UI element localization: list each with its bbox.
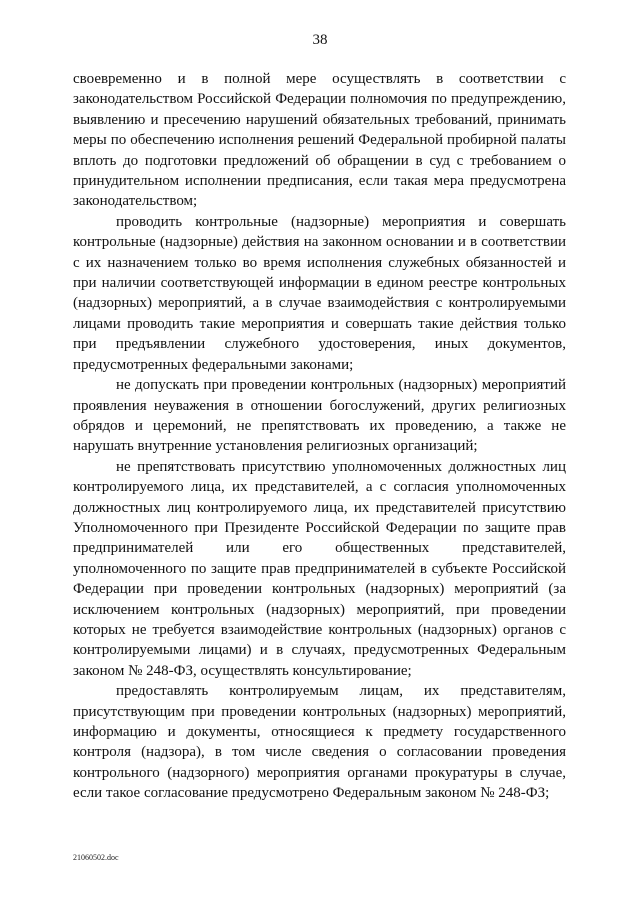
page-number: 38 xyxy=(312,32,328,48)
paragraph: своевременно и в полной мере осуществлять в соответствии с законодательством Российской Федерации полномочия по предупреждению, выявлению и пресечению нарушений обязательных требований, принимать меры по обеспечению исполнения решений Федеральной пробирной палаты вплоть до подготовки предложений об обращении в суд с требованием о принудительном исполнении предписания, если такая мера предусмотрена законодательством; xyxy=(73,71,566,210)
paragraph: не допускать при проведении контрольных (надзорных) мероприятий проявления неуважения в отношении богослужений, других религиозных обрядов и церемоний, не препятствовать их проведению, а также не нарушать внутренние установления религиозных организаций; xyxy=(73,377,566,455)
paragraph: не препятствовать присутствию уполномоченных должностных лиц контролируемого лица, их представителей, а с согласия уполномоченных должностных лиц контролируемого лица, их представителей присутствию Уполномоченного при Президенте Российской Федерации по защите прав предпринимателей или его общественных представителей, уполномоченного по защите прав предпринимателей в субъекте Российской Федерации при проведении контрольных (надзорных) мероприятий (за исключением контрольных (надзорных) мероприятий, при проведении которых не требуется взаимодействие контрольных (надзорных) органов с контролируемыми лицами) и в случаях, предусмотренных Федеральным законом № 248-ФЗ, осуществлять консультирование; xyxy=(73,458,566,679)
paragraph: предоставлять контролируемым лицам, их представителям, присутствующим при проведении контрольных (надзорных) мероприятий, информацию и документы, относящиеся к предмету государственного контроля (надзора), в том числе сведения о согласовании проведения контрольного (надзорного) мероприятия органами прокуратуры в случае, если такое согласование предусмотрено Федеральным законом № 248-ФЗ; xyxy=(73,683,566,802)
paragraph: проводить контрольные (надзорные) мероприятия и совершать контрольные (надзорные) действия на законном основании и в соответствии с их назначением только во время исполнения служебных обязанностей и при наличии соответствующей информации в едином реестре контрольных (надзорных) мероприятий, а в случае взаимодействия с контролируемыми лицами проводить такие мероприятия и совершать такие действия только при предъявлении служебного удостоверения, иных документов, предусмотренных федеральными законами; xyxy=(73,213,566,373)
footer-file-code: 21060502.doc xyxy=(73,853,119,862)
document-body xyxy=(73,69,566,804)
